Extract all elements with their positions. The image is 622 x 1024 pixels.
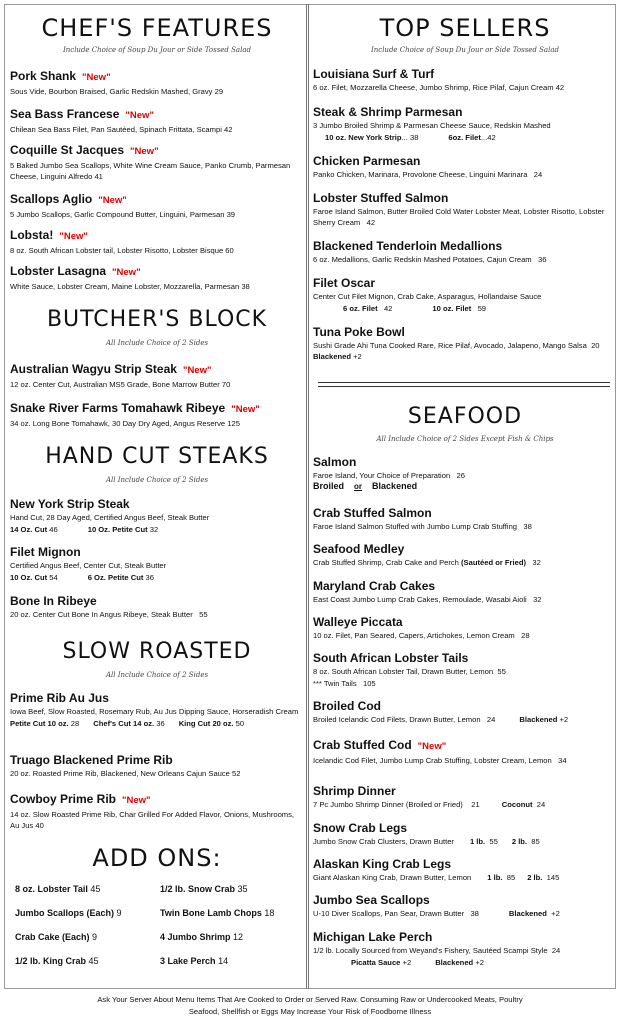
new-badge: "New" <box>122 795 151 806</box>
option-label: Picatta Sauce <box>351 958 401 967</box>
add-on-item <box>160 956 228 966</box>
option-price: 85 <box>531 837 540 846</box>
item-description: 12 oz. Center Cut, Australian MS5 Grade, Bone Marrow Butter <box>10 380 220 389</box>
item-price: 32 <box>532 558 541 567</box>
add-on-price: 12 <box>233 932 244 942</box>
add-on-name: 8 oz. Lobster Tail <box>15 884 88 894</box>
chefs-features-title: CHEF'S FEATURES <box>41 14 273 42</box>
add-on-price: 45 <box>90 884 101 894</box>
option-price: +2 <box>402 958 412 967</box>
menu-item <box>10 545 304 583</box>
item-name: Scallops Aglio <box>10 192 93 206</box>
option-price: 36 <box>145 573 154 582</box>
item-description: 5 Baked Jumbo Sea Scallops, White Wine Cream Sauce, Panko Crumb, Parmesan Cheese, Linguini Alfredo <box>10 161 291 181</box>
option-label: Coconut <box>501 800 533 809</box>
add-on-price: 9 <box>116 908 122 918</box>
add-on-item <box>160 932 243 942</box>
item-description: 14 oz. Slow Roasted Prime Rib, Char Grilled For Added Flavor, Onions, Mushrooms, Au Jus <box>10 810 295 830</box>
item-description: Icelandic Cod Filet, Jumbo Lump Crab Stuffing, Lobster Cream, Lemon <box>313 756 552 765</box>
item-name: Lobster Stuffed Salmon <box>313 191 449 205</box>
menu-item <box>10 753 304 779</box>
menu-item <box>313 699 617 725</box>
item-description: 10 oz. Filet, Pan Seared, Capers, Artichokes, Lemon Cream <box>313 631 515 640</box>
item-description: Panko Chicken, Marinara, Provolone Cheese, Linguini Marinara <box>313 170 528 179</box>
menu-item <box>10 399 304 429</box>
option-price: ...42 <box>480 133 496 142</box>
item-name: Cowboy Prime Rib <box>10 792 117 806</box>
item-name: Louisiana Surf & Turf <box>313 67 435 81</box>
option-label: 10 Oz. Cut <box>10 573 48 582</box>
option-price: +2 <box>551 909 560 918</box>
section-divider <box>318 382 610 387</box>
menu-item <box>313 105 617 143</box>
item-name: Prime Rib Au Jus <box>10 691 109 705</box>
add-on-name: Jumbo Scallops (Each) <box>15 908 115 918</box>
menu-item <box>313 154 617 180</box>
menu-item <box>313 615 617 641</box>
item-description: Hand Cut, 28 Day Aged, Certified Angus Beef, Steak Butter <box>10 513 210 522</box>
right-column <box>313 0 617 990</box>
option-price: 50 <box>235 719 245 728</box>
item-name: Filet Oscar <box>313 276 376 290</box>
menu-item <box>10 790 304 831</box>
menu-item <box>10 497 304 535</box>
option-label: 10 Oz. Petite Cut <box>87 525 148 534</box>
option-price: 36 <box>156 719 165 728</box>
slow-roasted-subtitle: All Include Choice of 2 Sides <box>105 671 209 679</box>
menu-item <box>313 651 617 689</box>
item-price: 60 <box>225 246 234 255</box>
add-on-price: 35 <box>237 884 248 894</box>
option-price: 55 <box>489 837 498 846</box>
butchers-block-title: BUTCHER'S BLOCK <box>46 307 268 332</box>
item-name: Snow Crab Legs <box>313 821 408 835</box>
item-price: 34 <box>558 756 567 765</box>
item-name: Broiled Cod <box>313 699 381 713</box>
item-price: 70 <box>221 380 231 389</box>
item-name: Lobsta! <box>10 228 54 242</box>
menu-item <box>10 190 304 220</box>
item-name: Australian Wagyu Strip Steak <box>10 362 177 376</box>
menu-item <box>313 784 617 810</box>
option-price: 59 <box>477 304 487 313</box>
item-description: 7 Pc Jumbo Shrimp Dinner (Broiled or Fried) <box>313 800 463 809</box>
butchers-block-subtitle: All Include Choice of 2 Sides <box>105 339 209 347</box>
item-price: 38 <box>241 282 250 291</box>
option-label: 1 lb. <box>487 873 503 882</box>
option-label: Blackened <box>508 909 547 918</box>
menu-item <box>313 857 617 883</box>
menu-item <box>10 141 304 182</box>
item-name: Coquille St Jacques <box>10 143 125 157</box>
item-price: 42 <box>555 83 565 92</box>
new-badge: "New" <box>125 110 154 121</box>
menu-item <box>313 325 617 362</box>
seafood-subtitle: All Include Choice of 2 Sides Except Fish & Chips <box>376 435 554 443</box>
item-description: Iowa Beef, Slow Roasted, Rosemary Rub, Au Jus Dipping Sauce, Horseradish Cream <box>10 707 299 716</box>
item-name: Bone In Ribeye <box>10 594 97 608</box>
option-label: 14 Oz. Cut <box>10 525 48 534</box>
item-description: Broiled Icelandic Cod Filets, Drawn Butter, Lemon <box>313 715 481 724</box>
item-name: Jumbo Sea Scallops <box>313 893 430 907</box>
item-name: Filet Mignon <box>10 545 81 559</box>
item-description: Faroe Island, Your Choice of Preparation <box>313 471 451 480</box>
add-on-name: 1/2 lb. King Crab <box>15 956 87 966</box>
option-label: 6oz. Filet <box>448 133 481 142</box>
item-name: Maryland Crab Cakes <box>313 579 436 593</box>
item-description: 34 oz. Long Bone Tomahawk, 30 Day Dry Aged, Angus Reserve <box>10 419 226 428</box>
item-name: South African Lobster Tails <box>313 651 469 665</box>
add-on-name: Crab Cake (Each) <box>15 932 90 942</box>
item-price: 40 <box>35 821 44 830</box>
item-name: New York Strip Steak <box>10 497 130 511</box>
option-price: +2 <box>559 715 569 724</box>
item-name: Michigan Lake Perch <box>313 930 433 944</box>
add-on-item <box>15 956 99 966</box>
item-name: Blackened Tenderloin Medallions <box>313 239 503 253</box>
add-on-price: 9 <box>92 932 98 942</box>
option-label: 10 oz. New York Strip <box>325 133 402 142</box>
add-on-price: 14 <box>218 956 229 966</box>
option-price: 105 <box>362 679 376 688</box>
item-description: White Sauce, Lobster Cream, Maine Lobster, Mozzarella, Parmesan <box>10 282 240 291</box>
item-description: Center Cut Filet Mignon, Crab Cake, Asparagus, Hollandaise Sauce <box>313 292 542 301</box>
option-label: (Sautéed or Fried) <box>461 558 527 567</box>
menu-item <box>10 105 304 135</box>
option-label: Blackened <box>372 481 418 491</box>
item-description: 8 oz. South African Lobster Tail, Drawn Butter, Lemon <box>313 667 494 676</box>
item-name: Walleye Piccata <box>313 615 403 629</box>
item-name: Pork Shank <box>10 69 77 83</box>
item-description: Sous Vide, Bourbon Braised, Garlic Redskin Mashed, Gravy <box>10 87 213 96</box>
item-price: 42 <box>366 218 376 227</box>
item-price: 42 <box>224 125 233 134</box>
allergy-disclaimer <box>4 994 616 1018</box>
item-price: 125 <box>227 419 240 428</box>
new-badge: "New" <box>417 741 447 752</box>
option-label: Blackened <box>313 352 351 361</box>
option-label: *** Twin Tails <box>313 679 357 688</box>
option-label: Chef's Cut 14 oz. <box>93 719 155 728</box>
item-price: 24 <box>486 715 496 724</box>
item-price: 21 <box>471 800 480 809</box>
disclaimer-line: Seafood, Shellfish or Eggs May Increase Your Risk of Foodborne Illness <box>188 1007 432 1016</box>
option-price: 28 <box>70 719 80 728</box>
item-description: U-10 Diver Scallops, Pan Sear, Drawn Butter <box>313 909 465 918</box>
item-name: Seafood Medley <box>313 542 405 556</box>
add-on-name: Twin Bone Lamb Chops <box>160 908 262 918</box>
item-description: Crab Stuffed Shrimp, Crab Cake and Perch <box>313 558 459 567</box>
add-on-name: 3 Lake Perch <box>160 956 216 966</box>
option-label: Broiled <box>313 481 345 491</box>
item-price: 24 <box>533 170 543 179</box>
add-on-item <box>15 932 97 942</box>
column-divider <box>306 4 309 989</box>
or-label: or <box>354 482 363 491</box>
menu-item <box>10 691 304 729</box>
item-price: 29 <box>214 87 224 96</box>
option-price: +2 <box>475 958 484 967</box>
menu-item <box>10 262 304 292</box>
item-name: Steak & Shrimp Parmesan <box>313 105 463 119</box>
add-ons-list <box>15 884 300 974</box>
item-description: 20 oz. Roasted Prime Rib, Blackened, New Orleans Cajun Sauce <box>10 769 230 778</box>
item-price: 32 <box>533 595 542 604</box>
item-description: 1/2 lb. Locally Sourced from Weyand's Fishery, Sautéed Scampi Style <box>313 946 548 955</box>
new-badge: "New" <box>98 195 127 206</box>
new-badge: "New" <box>82 72 111 83</box>
hand-cut-steaks-title: HAND CUT STEAKS <box>45 444 269 469</box>
option-label: 6 oz. Filet <box>343 304 378 313</box>
top-sellers-subtitle: Include Choice of Soup Du Jour or Side Tossed Salad <box>371 46 559 54</box>
menu-item <box>10 360 304 390</box>
add-on-price: 45 <box>88 956 99 966</box>
menu-item <box>313 893 617 919</box>
new-badge: "New" <box>112 267 141 278</box>
option-price: 145 <box>546 873 560 882</box>
item-price: 38 <box>470 909 479 918</box>
item-name: Lobster Lasagna <box>10 264 107 278</box>
item-description: 20 oz. Center Cut Bone In Angus Ribeye, Steak Butter <box>10 610 193 619</box>
item-name: Crab Stuffed Salmon <box>313 506 432 520</box>
item-price: 55 <box>199 610 208 619</box>
menu-item <box>313 821 617 847</box>
top-sellers-title: TOP SELLERS <box>379 14 551 42</box>
slow-roasted-title: SLOW ROASTED <box>62 639 252 664</box>
option-price: +2 <box>353 352 362 361</box>
add-ons-title: ADD ONS: <box>92 844 222 872</box>
add-on-item <box>160 908 274 918</box>
item-description: Faroe Island Salmon Stuffed with Jumbo Lump Crab Stuffing <box>313 522 518 531</box>
seafood-title: SEAFOOD <box>407 404 523 429</box>
option-price: 42 <box>383 304 393 313</box>
new-badge: "New" <box>130 146 159 157</box>
item-name: Sea Bass Francese <box>10 107 120 121</box>
item-name: Crab Stuffed Cod <box>313 738 412 752</box>
menu-item <box>313 239 617 265</box>
left-column <box>10 0 304 990</box>
item-description: 6 oz. Medallions, Garlic Redskin Mashed Potatoes, Cajun Cream <box>313 255 532 264</box>
item-description: 6 oz. Filet, Mozzarella Cheese, Jumbo Shrimp, Rice Pilaf, Cajun Cream <box>313 83 554 92</box>
item-description: Faroe Island Salmon, Butter Broiled Cold Water Lobster Meat, Lobster Risotto, Lobster Sherry Cream <box>313 207 605 227</box>
menu-item <box>313 506 617 532</box>
item-description: Chilean Sea Bass Filet, Pan Sautéed, Spinach Frittata, Scampi <box>10 125 222 134</box>
item-name: Chicken Parmesan <box>313 154 421 168</box>
menu-item <box>313 579 617 605</box>
item-description: Sushi Grade Ahi Tuna Cooked Rare, Rice Pilaf, Avocado, Jalapeno, Mango Salsa <box>313 341 587 350</box>
option-price: 54 <box>49 573 58 582</box>
menu-item <box>313 191 617 228</box>
item-name: Snake River Farms Tomahawk Ribeye <box>10 401 226 415</box>
item-price: 36 <box>537 255 547 264</box>
item-name: Alaskan King Crab Legs <box>313 857 452 871</box>
add-on-item <box>15 884 100 894</box>
option-price: 32 <box>149 525 159 534</box>
chefs-features-subtitle: Include Choice of Soup Du Jour or Side Tossed Salad <box>63 46 251 54</box>
item-price: 52 <box>232 769 241 778</box>
item-price: 20 <box>591 341 600 350</box>
option-label: Blackened <box>435 958 474 967</box>
item-name: Truago Blackened Prime Rib <box>10 753 173 767</box>
item-name: Tuna Poke Bowl <box>313 325 405 339</box>
item-name: Salmon <box>313 455 357 469</box>
option-label: 1 lb. <box>469 837 486 846</box>
menu-item <box>10 594 304 620</box>
option-label: King Cut 20 oz. <box>178 719 234 728</box>
item-description: Certified Angus Beef, Center Cut, Steak Butter <box>10 561 167 570</box>
option-label: 2 lb. <box>511 837 528 846</box>
add-on-price: 18 <box>264 908 275 918</box>
item-price: 24 <box>551 946 561 955</box>
item-name: Shrimp Dinner <box>313 784 396 798</box>
menu-item <box>313 736 617 766</box>
option-label: 6 Oz. Petite Cut <box>87 573 144 582</box>
item-price: 55 <box>497 667 506 676</box>
add-on-name: 4 Jumbo Shrimp <box>160 932 231 942</box>
item-price: 28 <box>521 631 530 640</box>
option-label: Blackened <box>519 715 558 724</box>
menu-item <box>313 542 617 568</box>
new-badge: "New" <box>231 404 260 415</box>
item-description: East Coast Jumbo Lump Crab Cakes, Remoulade, Wasabi Aioli <box>313 595 527 604</box>
menu-item <box>313 276 617 314</box>
item-price: 38 <box>523 522 532 531</box>
item-description: Jumbo Snow Crab Clusters, Drawn Butter <box>313 837 454 846</box>
menu-item <box>313 67 617 93</box>
add-on-name: 1/2 lb. Snow Crab <box>160 884 236 894</box>
item-description: 8 oz. South African Lobster tail, Lobster Risotto, Lobster Bisque <box>10 246 224 255</box>
option-price: 24 <box>536 800 546 809</box>
add-on-item <box>160 884 248 894</box>
menu-item <box>313 930 617 968</box>
menu-item <box>313 455 617 491</box>
item-description: 3 Jumbo Broiled Shrimp & Parmesan Cheese Sauce, Redskin Mashed <box>313 121 551 130</box>
new-badge: "New" <box>182 365 212 376</box>
option-price: ... 38 <box>401 133 419 142</box>
item-description: Giant Alaskan King Crab, Drawn Butter, Lemon <box>313 873 472 882</box>
option-price: 46 <box>49 525 58 534</box>
item-price: 26 <box>456 471 465 480</box>
item-price: 39 <box>226 210 236 219</box>
disclaimer-line: Ask Your Server About Menu Items That Are Cooked to Order or Served Raw. Consuming Raw or Undercooked Meats, Poultry <box>97 995 523 1004</box>
item-price: 41 <box>94 172 103 181</box>
hand-cut-steaks-subtitle: All Include Choice of 2 Sides <box>105 476 209 484</box>
add-on-item <box>15 908 122 918</box>
menu-item <box>10 67 304 97</box>
option-label: 2 lb. <box>527 873 543 882</box>
item-description: 5 Jumbo Scallops, Garlic Compound Butter, Linguini, Parmesan <box>10 210 225 219</box>
new-badge: "New" <box>59 231 88 242</box>
option-label: 10 oz. Filet <box>432 304 472 313</box>
menu-item <box>10 226 304 256</box>
option-label: Petite Cut 10 oz. <box>10 719 69 728</box>
option-price: 85 <box>506 873 516 882</box>
